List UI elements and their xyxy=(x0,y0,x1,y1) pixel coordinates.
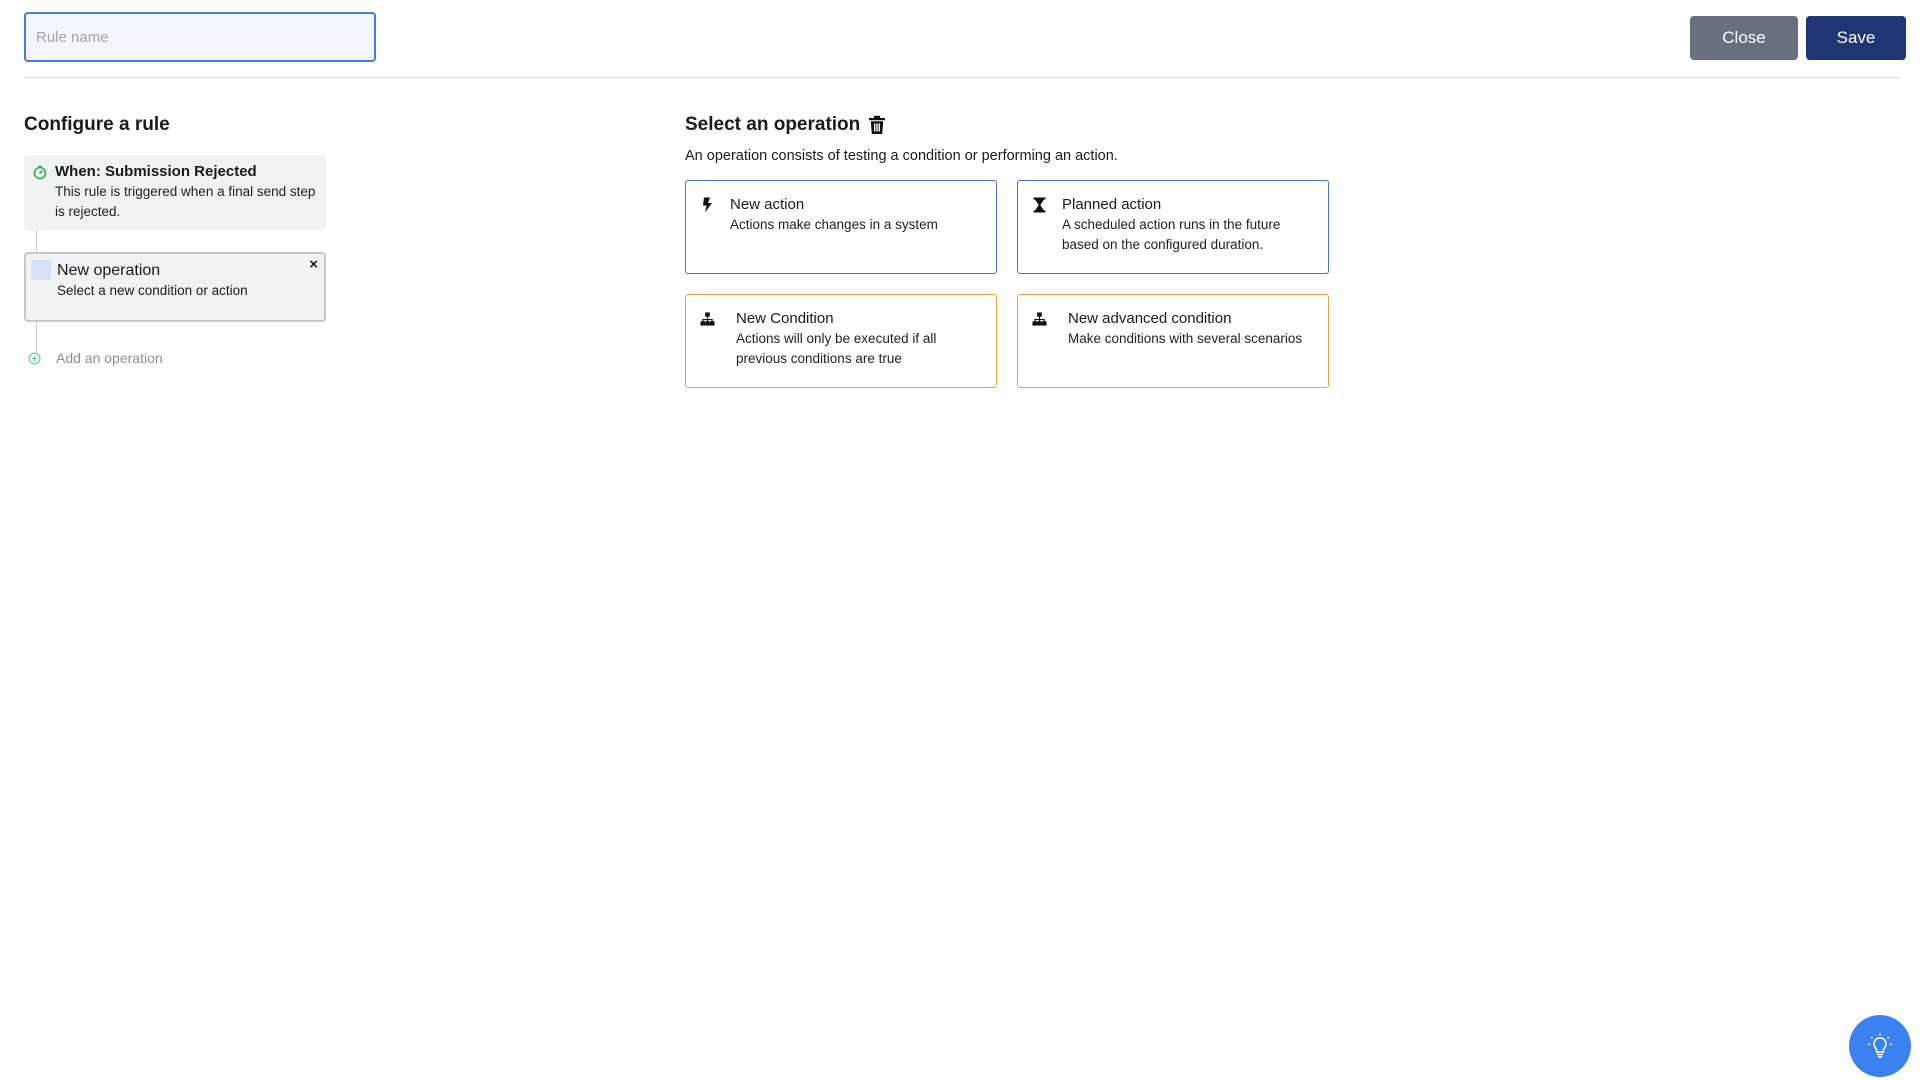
trigger-card[interactable] xyxy=(24,155,326,230)
choice-title: Planned action xyxy=(1062,196,1162,213)
trigger-title: When: Submission Rejected xyxy=(55,163,257,180)
trash-icon[interactable] xyxy=(868,115,886,135)
plus-circle-icon xyxy=(28,352,41,365)
configure-rule-title: Configure a rule xyxy=(24,114,170,135)
connector-line xyxy=(36,230,37,252)
header xyxy=(24,12,1900,78)
select-operation-header xyxy=(685,112,1325,138)
lightbulb-icon xyxy=(1866,1032,1894,1060)
choice-description: Actions will only be executed if all previous conditions are true xyxy=(736,331,937,366)
choice-title: New action xyxy=(730,196,805,213)
timer-icon xyxy=(32,164,48,180)
hierarchy-icon xyxy=(1032,311,1047,327)
close-icon[interactable]: × xyxy=(309,256,318,273)
configure-rule-panel xyxy=(24,112,326,366)
select-operation-title: Select an operation xyxy=(685,114,861,135)
choice-title: New Condition xyxy=(736,310,834,327)
new-operation-card[interactable] xyxy=(24,252,326,322)
new-action-card[interactable] xyxy=(685,180,997,274)
choice-title: New advanced condition xyxy=(1068,310,1232,327)
operation-color-swatch xyxy=(31,260,51,280)
operation-description: Select a new condition or action xyxy=(57,283,248,298)
save-button[interactable]: Save xyxy=(1806,16,1906,60)
trigger-description: This rule is triggered when a final send step is rejected. xyxy=(55,184,316,219)
choice-description: Actions make changes in a system xyxy=(730,217,938,232)
select-operation-panel xyxy=(685,112,1325,366)
choice-description: A scheduled action runs in the future based on the configured duration. xyxy=(1062,217,1281,252)
new-advanced-condition-card[interactable] xyxy=(1017,294,1329,388)
select-operation-subtitle: An operation consists of testing a condition or performing an action. xyxy=(685,148,1118,164)
lightning-icon xyxy=(700,197,715,213)
operation-title: New operation xyxy=(57,262,161,279)
rule-name-input[interactable] xyxy=(24,12,376,62)
add-operation-link[interactable] xyxy=(28,348,163,368)
hourglass-icon xyxy=(1032,197,1047,213)
new-condition-card[interactable] xyxy=(685,294,997,388)
choice-description: Make conditions with several scenarios xyxy=(1068,331,1303,346)
planned-action-card[interactable] xyxy=(1017,180,1329,274)
help-fab-button[interactable] xyxy=(1849,1015,1911,1077)
add-operation-label: Add an operation xyxy=(56,350,163,366)
close-button[interactable]: Close xyxy=(1690,16,1798,60)
hierarchy-icon xyxy=(700,311,715,327)
